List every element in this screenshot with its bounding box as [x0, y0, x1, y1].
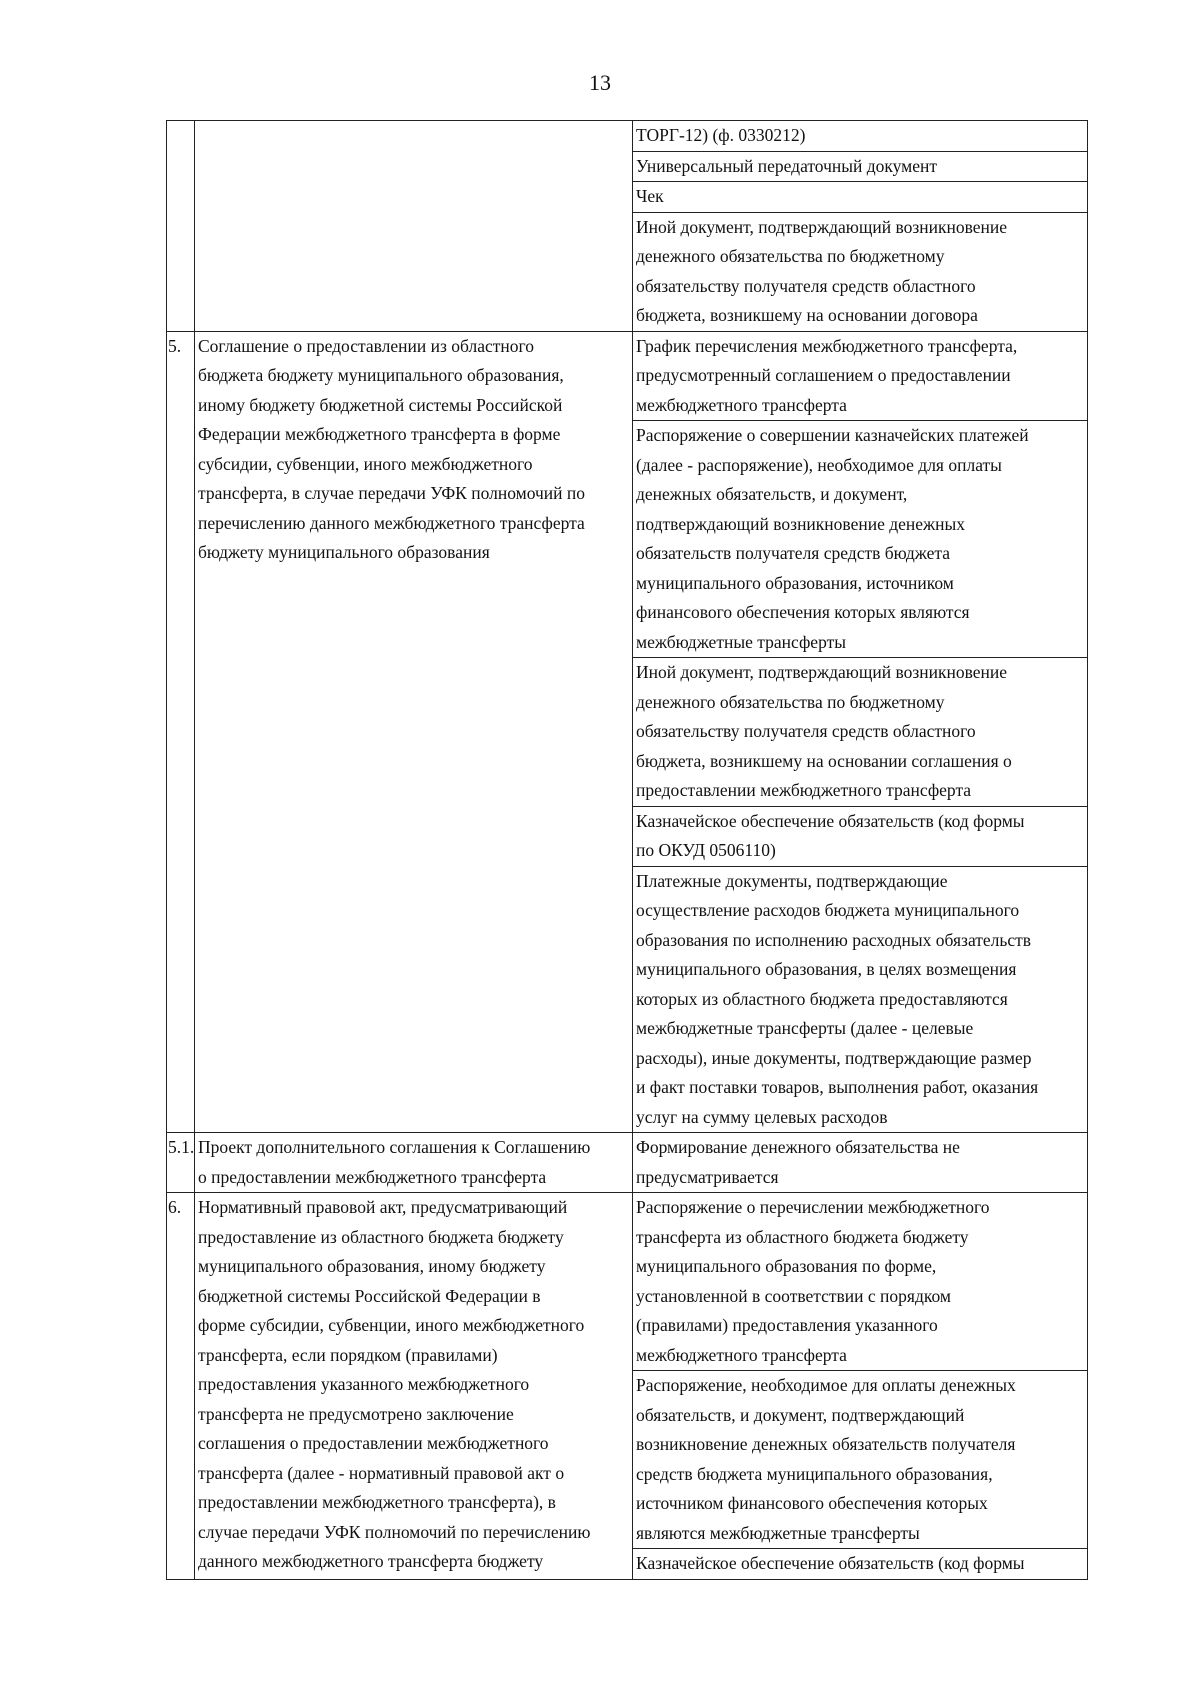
- obligation-document-text: [633, 151, 1087, 182]
- table-row: [167, 1193, 1088, 1580]
- obligation-document-line: денежных обязательств, и документ,: [636, 484, 908, 504]
- obligation-document-line: установленной в соответствии с порядком: [636, 1285, 951, 1306]
- base-document-line: предоставлении межбюджетного трансферта), в: [198, 1492, 556, 1512]
- obligation-document-line: межбюджетные трансферты (далее - целевые: [636, 1018, 974, 1038]
- table-row: [167, 121, 1088, 332]
- base-document-cell: [195, 121, 633, 332]
- base-document-line: иному бюджету бюджетной системы Российской: [198, 394, 563, 415]
- obligation-document-text: [633, 1133, 1087, 1192]
- obligation-document-line: денежного обязательства по бюджетному: [636, 691, 945, 712]
- row-number: 6.: [168, 1197, 182, 1217]
- obligation-document-line: Чек: [636, 186, 664, 206]
- obligation-document-text: [633, 658, 1087, 807]
- base-document-line: Проект дополнительного соглашения к Соглашению: [198, 1137, 591, 1157]
- obligation-document-line: Формирование денежного обязательства не: [636, 1137, 960, 1157]
- obligation-document-text: [633, 182, 1087, 213]
- obligation-document-line: Платежные документы, подтверждающие: [636, 870, 948, 891]
- obligation-document-item: [633, 1193, 1087, 1371]
- base-document-line: трансферта не предусмотрено заключение: [198, 1403, 514, 1424]
- obligation-document-line: График перечисления межбюджетного трансферта,: [636, 335, 1018, 356]
- obligation-document-line: и факт поставки товаров, выполнения работ, оказания: [636, 1077, 1039, 1097]
- obligation-document-item: [633, 151, 1087, 182]
- base-document-line: субсидии, субвенции, иного межбюджетного: [198, 453, 533, 474]
- obligation-document-line: Универсальный передаточный документ: [636, 155, 938, 176]
- base-document-line: соглашения о предоставлении межбюджетного: [198, 1433, 549, 1453]
- base-document-line: предоставления указанного межбюджетного: [198, 1374, 530, 1394]
- base-document-line: бюджету муниципального образования: [198, 542, 490, 562]
- obligation-document-line: финансового обеспечения которых являются: [636, 602, 970, 622]
- obligation-document-item: [633, 1371, 1087, 1549]
- obligation-document-item: [633, 332, 1087, 421]
- obligation-document-line: предусматривается: [636, 1166, 779, 1187]
- obligation-document-line: денежного обязательства по бюджетному: [636, 246, 945, 266]
- base-document-line: перечислению данного межбюджетного трансферта: [198, 512, 585, 533]
- obligation-document-item: [633, 182, 1087, 213]
- row-number: 5.1.: [168, 1137, 195, 1157]
- obligation-documents-cell: [633, 1193, 1088, 1580]
- obligation-document-line: обязательству получателя средств областного: [636, 721, 976, 741]
- obligation-document-line: Иной документ, подтверждающий возникновение: [636, 216, 1008, 237]
- obligation-document-line: обязательству получателя средств областного: [636, 275, 976, 296]
- obligation-document-line: предоставлении межбюджетного трансферта: [636, 780, 972, 800]
- obligation-document-text: [633, 332, 1087, 421]
- obligation-document-line: бюджета, возникшему на основании договора: [636, 305, 978, 325]
- row-number-cell: [167, 1193, 195, 1580]
- obligation-document-line: возникновение денежных обязательств получателя: [636, 1434, 1016, 1454]
- obligation-document-line: обязательств получателя средств бюджета: [636, 543, 950, 563]
- base-document-line: трансферта, в случае передачи УФК полномочий по: [198, 483, 586, 503]
- obligation-document-line: (правилами) предоставления указанного: [636, 1315, 938, 1335]
- base-document-line: трансферта, если порядком (правилами): [198, 1344, 498, 1365]
- obligation-document-text: [633, 866, 1087, 1132]
- obligation-document-line: ТОРГ-12) (ф. 0330212): [636, 125, 806, 145]
- table-row: [167, 1133, 1088, 1193]
- obligation-document-line: Распоряжение о совершении казначейских платежей: [636, 425, 1029, 445]
- base-document-line: форме субсидии, субвенции, иного межбюджетного: [198, 1315, 585, 1335]
- obligation-document-line: Иной документ, подтверждающий возникновение: [636, 662, 1008, 682]
- obligation-document-item: [633, 212, 1087, 331]
- obligation-documents-list: [633, 121, 1087, 331]
- base-document-line: случае передачи УФК полномочий по перечислению: [198, 1521, 591, 1542]
- obligation-document-line: межбюджетного трансферта: [636, 394, 847, 415]
- obligation-document-line: предусмотренный соглашением о предоставлении: [636, 365, 1011, 385]
- base-document-cell: [195, 331, 633, 1133]
- base-document-cell: [195, 1133, 633, 1193]
- row-number-cell: [167, 331, 195, 1133]
- obligation-document-line: межбюджетного трансферта: [636, 1344, 847, 1365]
- obligation-document-line: трансферта из областного бюджета бюджету: [636, 1226, 969, 1247]
- obligation-document-item: [633, 866, 1087, 1132]
- base-document-line: бюджетной системы Российской Федерации в: [198, 1285, 541, 1306]
- base-document-line: трансферта (далее - нормативный правовой акт о: [198, 1462, 565, 1483]
- obligation-document-line: бюджета, возникшему на основании соглашения о: [636, 750, 1012, 771]
- base-document-line: Соглашение о предоставлении из областного: [198, 335, 534, 356]
- obligation-document-text: [633, 1371, 1087, 1549]
- obligation-document-text: [633, 1193, 1087, 1371]
- base-document-line: Федерации межбюджетного трансферта в форме: [198, 424, 561, 444]
- obligation-document-item: [633, 1133, 1087, 1192]
- obligation-document-line: обязательств, и документ, подтверждающий: [636, 1404, 965, 1425]
- obligation-document-line: Казначейское обеспечение обязательств (код формы: [636, 810, 1025, 831]
- page-number: 13: [589, 70, 611, 95]
- obligation-document-line: Распоряжение о перечислении межбюджетного: [636, 1197, 990, 1217]
- obligation-document-line: образования по исполнению расходных обязательств: [636, 929, 1032, 950]
- obligation-document-item: [633, 121, 1087, 151]
- obligation-document-line: по ОКУД 0506110): [636, 840, 776, 860]
- obligation-documents-list: [633, 1193, 1087, 1579]
- documents-table: [166, 120, 1088, 1580]
- obligation-document-line: подтверждающий возникновение денежных: [636, 513, 965, 534]
- obligation-document-line: муниципального образования, в целях возмещения: [636, 959, 1017, 979]
- row-number: 5.: [168, 335, 182, 356]
- obligation-document-line: расходы), иные документы, подтверждающие размер: [636, 1047, 1032, 1068]
- obligation-document-line: которых из областного бюджета предоставляются: [636, 988, 1008, 1009]
- obligation-document-item: [633, 421, 1087, 658]
- obligation-document-text: [633, 1549, 1087, 1579]
- obligation-documents-list: [633, 1133, 1087, 1192]
- base-document-line: бюджета бюджету муниципального образования,: [198, 365, 564, 385]
- obligation-document-line: Распоряжение, необходимое для оплаты денежных: [636, 1375, 1016, 1395]
- obligation-document-line: осуществление расходов бюджета муниципального: [636, 900, 1020, 920]
- obligation-document-line: источником финансового обеспечения которых: [636, 1493, 988, 1513]
- obligation-document-text: [633, 421, 1087, 658]
- obligation-documents-cell: [633, 1133, 1088, 1193]
- base-document-line: о предоставлении межбюджетного трансферта: [198, 1166, 547, 1187]
- table-row: [167, 331, 1088, 1133]
- obligation-document-line: муниципального образования по форме,: [636, 1256, 937, 1276]
- row-number-cell: [167, 1133, 195, 1193]
- obligation-document-text: [633, 806, 1087, 866]
- obligation-document-text: [633, 212, 1087, 331]
- obligation-document-item: [633, 806, 1087, 866]
- obligation-document-line: (далее - распоряжение), необходимое для оплаты: [636, 454, 1002, 475]
- base-document-line: предоставление из областного бюджета бюджету: [198, 1226, 564, 1247]
- base-document-line: муниципального образования, иному бюджету: [198, 1256, 546, 1276]
- base-document-line: Нормативный правовой акт, предусматривающий: [198, 1197, 568, 1217]
- obligation-document-item: [633, 1549, 1087, 1579]
- obligation-documents-cell: [633, 331, 1088, 1133]
- obligation-document-text: [633, 121, 1087, 151]
- base-document-cell: [195, 1193, 633, 1580]
- obligation-document-line: межбюджетные трансферты: [636, 631, 846, 652]
- obligation-document-line: услуг на сумму целевых расходов: [636, 1106, 888, 1127]
- obligation-document-line: Казначейское обеспечение обязательств (код формы: [636, 1553, 1025, 1573]
- row-number-cell: [167, 121, 195, 332]
- obligation-documents-cell: [633, 121, 1088, 332]
- obligation-document-item: [633, 658, 1087, 807]
- base-document-line: данного межбюджетного трансферта бюджету: [198, 1551, 544, 1571]
- obligation-document-line: муниципального образования, источником: [636, 572, 954, 593]
- obligation-document-line: являются межбюджетные трансферты: [636, 1522, 920, 1543]
- obligation-document-line: средств бюджета муниципального образования,: [636, 1463, 993, 1484]
- obligation-documents-list: [633, 332, 1087, 1133]
